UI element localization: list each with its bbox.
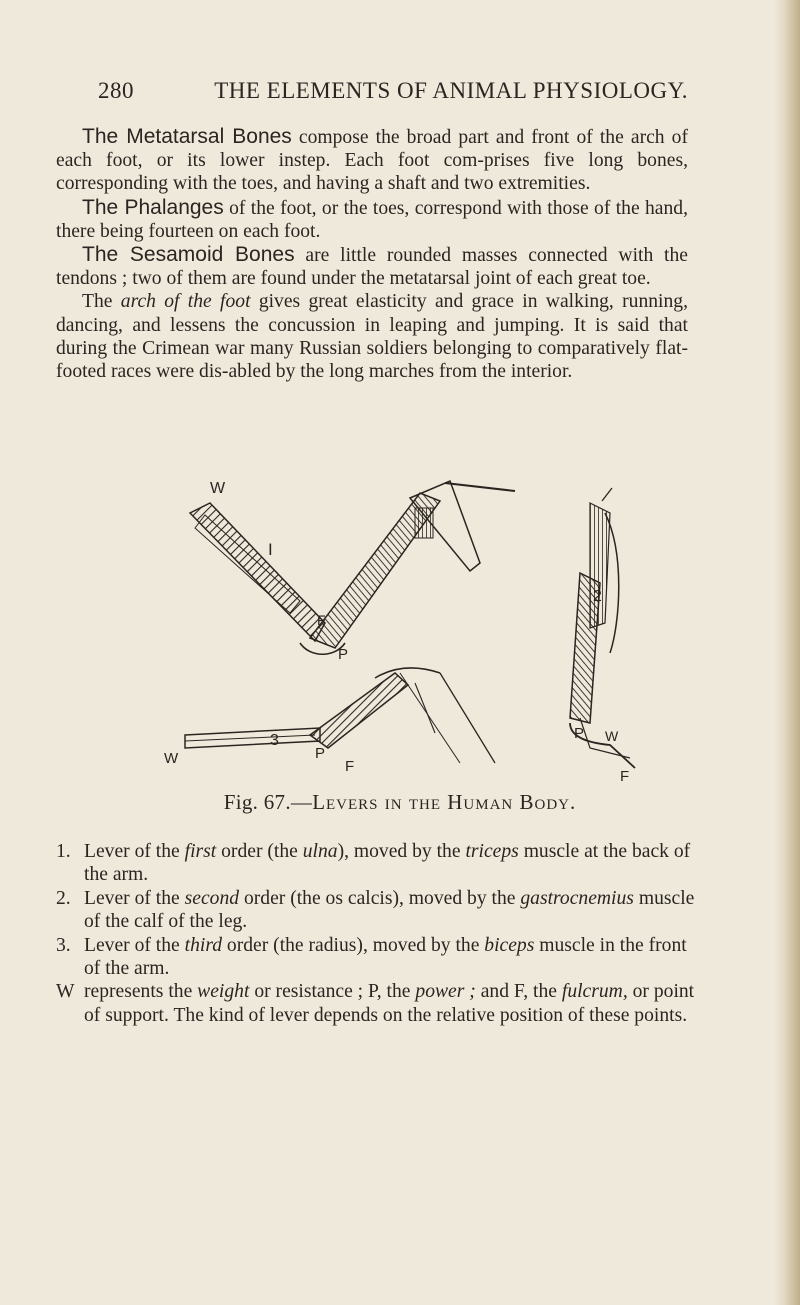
legend-item-3 xyxy=(56,934,696,981)
legend-1-a: Lever of the xyxy=(84,841,185,862)
legend-2-b: second xyxy=(184,887,240,909)
running-title: THE ELEMENTS OF ANIMAL PHYSIOLOGY. xyxy=(214,78,688,103)
legend-w-b: weight xyxy=(197,981,250,1003)
label-f-top: F xyxy=(317,612,326,628)
heading-sesamoid: The Sesamoid Bones xyxy=(82,243,295,267)
label-w-bottom: W xyxy=(164,750,179,767)
heading-phalanges: The Phalanges xyxy=(82,195,224,219)
legend-num-1: 1. xyxy=(56,841,71,862)
legend-text-3 xyxy=(84,934,696,981)
label-w-top: W xyxy=(210,480,226,497)
arch-lead: The xyxy=(82,291,121,313)
legend-w-g: or point of support. The kind of lever depends on the relative position of these points. xyxy=(84,981,695,1026)
page-edge xyxy=(774,0,800,1305)
label-p-right: P xyxy=(574,725,585,742)
legend-3-c: order (the radius), moved by the xyxy=(222,934,485,956)
label-one: I xyxy=(268,540,273,559)
legend-item-2 xyxy=(56,887,696,934)
lever-third-order-drawing xyxy=(185,668,495,763)
caption-title: Levers in the Human Body. xyxy=(312,790,577,814)
label-p-top: P xyxy=(338,646,349,663)
arch-text: gives great elasticity and grace in walking, running, dancing, and lessens the concussion in leaping and jumping. It is said that during the Crimean war many Russian soldiers belonging to comparatively flat-footed races were dis-abled by the long marches from the interior. xyxy=(56,291,688,383)
legend-w-d: power ; xyxy=(415,981,476,1003)
paragraph-arch xyxy=(56,290,688,383)
paragraph-sesamoid xyxy=(56,243,688,290)
legend-num-w: W xyxy=(56,981,75,1003)
legend-2-a: Lever of the xyxy=(84,887,185,909)
legend-1-e: ), moved by the xyxy=(337,841,466,862)
legend-item-1 xyxy=(56,840,696,887)
legend-1-f: triceps xyxy=(465,841,519,862)
heading-metatarsal: The Metatarsal Bones xyxy=(82,125,292,148)
legend-w-e: and F, the xyxy=(475,981,562,1003)
legend-w-c: or resistance ; P, the xyxy=(249,981,416,1003)
legend-3-b: third xyxy=(184,934,223,956)
legend-w-a: represents the xyxy=(84,981,198,1003)
legend-3-e: muscle in the front of the arm. xyxy=(84,934,687,980)
legend-num-3: 3. xyxy=(56,934,71,956)
text-metatarsal: compose the broad part and front of the arch of each foot, or its lower instep. Each foot com-prises five long bones, corresponding with the toes, and having a shaft and two extremities. xyxy=(56,127,688,195)
legend-text-1 xyxy=(84,840,696,887)
lever-first-order-drawing xyxy=(190,481,515,654)
legend-1-g: muscle at the back of the arm. xyxy=(84,841,691,886)
text-sesamoid: are little rounded masses connected with the tendons ; two of them are found under the metatarsal joint of each great toe. xyxy=(56,245,688,290)
body-text xyxy=(56,125,688,383)
label-p-bottom: P xyxy=(315,745,326,762)
label-w-right: W xyxy=(605,728,619,744)
page-number: 280 xyxy=(98,78,134,103)
legend-2-d: gastrocnemius xyxy=(520,887,634,909)
levers-figure xyxy=(150,473,640,785)
legend-1-d: ulna xyxy=(302,841,338,862)
figure-caption xyxy=(0,790,800,815)
legend-1-c: order (the xyxy=(216,841,303,862)
label-three: 3 xyxy=(270,732,279,749)
legend-3-a: Lever of the xyxy=(84,934,185,956)
legend-3-d: biceps xyxy=(484,934,535,956)
legend-2-c: order (the os calcis), moved by the xyxy=(239,887,521,909)
legend-num-2: 2. xyxy=(56,887,71,909)
legend-text-2 xyxy=(84,887,696,934)
label-two: 2 xyxy=(593,588,602,605)
legend-item-w xyxy=(56,980,696,1027)
paragraph-phalanges xyxy=(56,196,688,243)
legend-w-f: fulcrum, xyxy=(561,981,628,1003)
legend-1-b: first xyxy=(184,841,217,862)
levers-illustration xyxy=(150,473,640,785)
paragraph-metatarsal xyxy=(56,125,688,196)
label-f-bottom: F xyxy=(345,758,355,775)
legend-2-e: muscle of the calf of the leg. xyxy=(84,887,695,933)
text-phalanges: of the foot, or the toes, correspond with those of the hand, there being fourteen on each foot. xyxy=(56,197,688,242)
arch-italic: arch of the foot xyxy=(120,291,251,313)
caption-prefix: Fig. 67.— xyxy=(223,790,313,814)
figure-legend xyxy=(56,840,696,1027)
legend-text-w xyxy=(84,980,696,1027)
page-header xyxy=(98,78,688,104)
label-f-right: F xyxy=(620,768,630,785)
